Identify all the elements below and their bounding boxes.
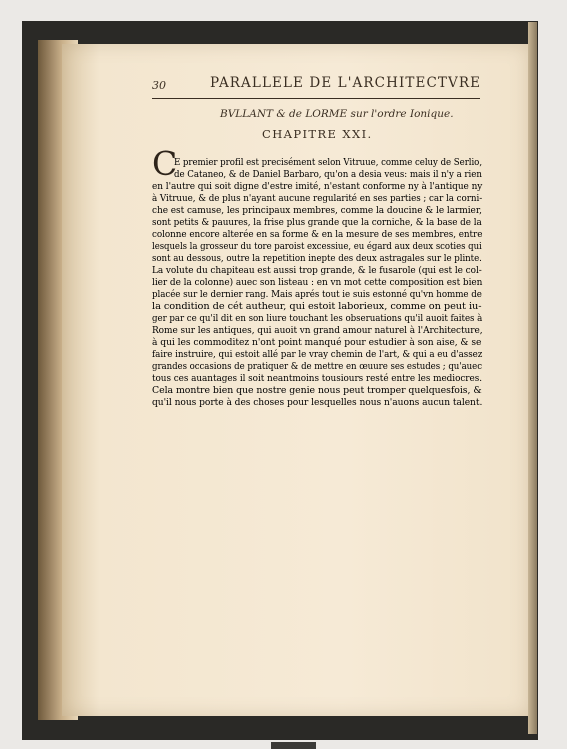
text-line: E premier profil est precisément selon Vitruue, comme celuy de Serlio,	[174, 157, 483, 168]
text-line: colonne encore alterée en sa forme & en la mesure de ses membres, entre	[152, 229, 483, 240]
page-edge	[528, 22, 537, 734]
text-line: sont petits & pauures, la frise plus grande que la corniche, & la base de la	[152, 217, 482, 228]
drop-cap: C	[152, 144, 178, 183]
chapter-title: CHAPITRE XXI.	[262, 127, 373, 141]
text-line: placée sur le dernier rang. Mais aprés tout ie suis estonné qu'vn homme de	[152, 289, 482, 300]
text-line: grandes occasions de pratiquer & de mettre en œuure ses estudes ; qu'auec	[152, 361, 482, 372]
text-line: La volute du chapiteau est aussi trop grande, & le fusarole (qui est le col-	[152, 265, 482, 276]
text-line: sont au dessous, outre la repetition inepte des deux astragales sur le plinte.	[152, 253, 482, 264]
text-line: en l'autre qui soit digne d'estre imité, n'estant conforme ny à l'antique ny	[152, 181, 483, 192]
text-line: Cela montre bien que nostre genie nous peut tromper quelquesfois, &	[152, 385, 482, 396]
text-line: lesquels la grosseur du tore paroist excessiue, eu égard aux deux scoties qui	[152, 241, 482, 252]
header-rule	[152, 98, 480, 99]
text-line: ger par ce qu'il dit en son liure touchant les obseruations qu'il auoit faites à	[152, 313, 483, 324]
chapter-subtitle: BVLLANT & de LORME sur l'ordre Ionique.	[220, 108, 454, 120]
viewer-tab[interactable]	[271, 742, 316, 749]
page-number: 30	[152, 79, 166, 92]
text-line: lier de la colonne) auec son listeau : en vn mot cette composition est bien	[152, 277, 483, 288]
running-head: PARALLELE DE L'ARCHITECTVRE	[210, 75, 482, 91]
text-line: la condition de cét autheur, qui estoit laborieux, comme on peut iu-	[152, 301, 482, 312]
text-line: tous ces auantages il soit neantmoins tousiours resté entre les mediocres.	[152, 373, 482, 384]
page-header	[92, 75, 482, 93]
text-line: de Cataneo, & de Daniel Barbaro, qu'on a desia veus: mais il n'y a rien	[174, 169, 482, 180]
text-line: che est camuse, les principaux membres, comme la doucine & le larmier,	[152, 205, 482, 216]
text-line: Rome sur les antiques, qui auoit vn grand amour naturel à l'Architecture,	[152, 325, 483, 336]
text-line: à Vitruue, & de plus n'ayant aucune regularité en ses parties ; car la corni-	[152, 193, 483, 204]
text-line: à qui les commoditez n'ont point manqué pour estudier à son aise, & se	[152, 337, 482, 348]
text-line: qu'il nous porte à des choses pour lesquelles nous n'auons aucun talent.	[152, 397, 483, 408]
text-line: faire instruire, qui estoit allé par le vray chemin de l'art, & qui a eu d'assez	[152, 349, 483, 360]
